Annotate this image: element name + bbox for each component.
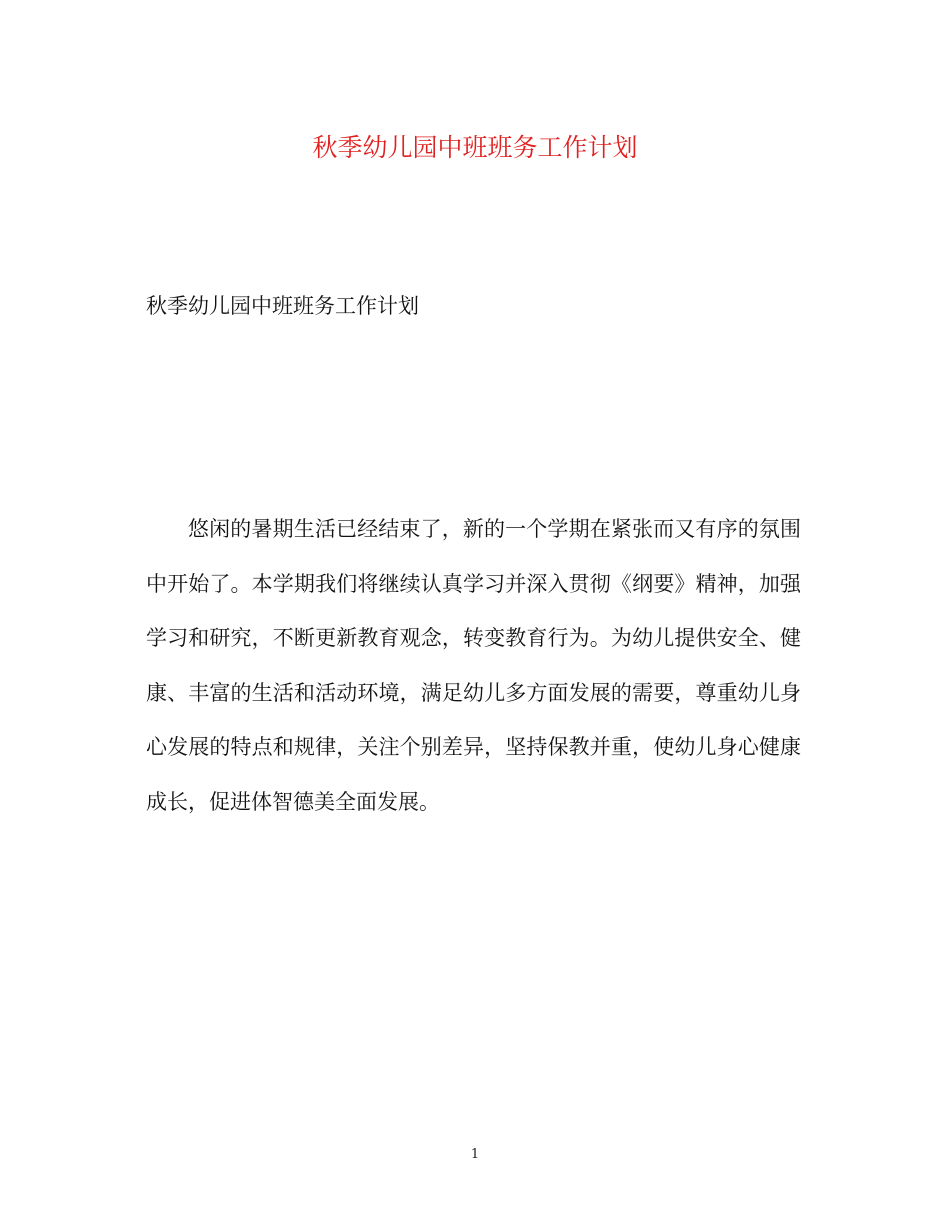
document-subtitle: 秋季幼儿园中班班务工作计划	[146, 294, 419, 318]
page-title: 秋季幼儿园中班班务工作计划	[312, 133, 638, 162]
body-paragraph: 悠闲的暑期生活已经结束了，新的一个学期在紧张而又有序的氛围中开始了。本学期我们将继续认真学习并深入贯彻《纲要》精神，加强学习和研究，不断更新教育观念，转变教育行为。为幼儿提供安全、健康、丰富的生活和活动环境，满足幼儿多方面发展的需要，尊重幼儿身心发展的特点和规律，关注个别差异，坚持保教并重，使幼儿身心健康成长，促进体智德美全面发展。	[146, 517, 801, 814]
page-number: 1	[470, 1147, 480, 1162]
